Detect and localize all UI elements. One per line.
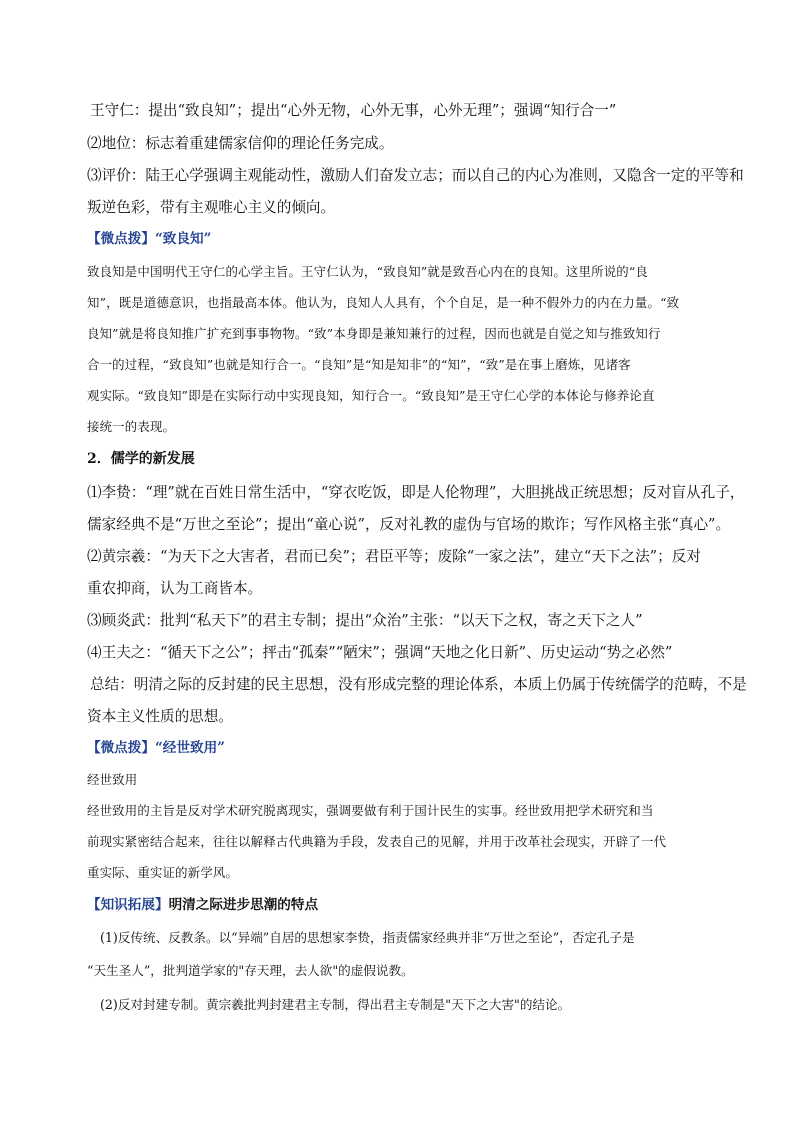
text-line: 经世致用的主旨是反对学术研究脱离现实，强调要做有利于国计民生的实事。经世致用把学术研究和当 [87,803,654,818]
text-line: ⑵地位：标志着重建儒家信仰的理论任务完成。 [87,135,394,152]
text-line: 知”，既是道德意识，也指最高本体。他认为，良知人人具有，个个自足，是一种不假外力的内在力量。“致 [87,295,680,310]
text-line: 2．儒学的新发展 [87,451,195,467]
text-line: 良知”就是将良知推广扩充到事事物物。“致”本身即是兼知兼行的过程，因而也就是自觉之知与推致知行 [87,326,661,341]
heading-title: 明清之际进步思潮的特点 [168,897,319,913]
text-line: 叛逆色彩，带有主观唯心主义的倾向。 [87,199,336,216]
text-line: 儒家经典不是“万世之至论”；提出“童心说”，反对礼教的虚伪与官场的欺诈；写作风格主张“真心”。 [87,516,731,533]
text-line: 重农抑商，认为工商皆本。 [87,580,263,597]
heading-tag: 【微点拨】 [87,740,155,756]
text-line: 总结：明清之际的反封建的民主思想，没有形成完整的理论体系，本质上仍属于传统儒学的范畴，不是 [90,676,747,693]
text-line: 重实际、重实证的新学风。 [87,865,239,880]
section-heading [87,897,318,915]
text-line: (1)反传统、反教条。以“异端”自居的思想家李贽，指责儒家经典并非“万世之至论”，否定孔子是 [100,930,635,945]
heading-title: “致良知” [154,231,212,247]
text-line: 合一的过程，“致良知”也就是知行合一。“良知”是“知是知非”的“知”，“致”是在事上磨炼，见诸客 [87,357,631,372]
text-line: 前现实紧密结合起来，往往以解释古代典籍为手段，发表自己的见解，并用于改革社会现实，开辟了一代 [87,834,667,849]
text-line: ⑷王夫之：“循天下之公”；抨击“孤秦”“陋宋”；强调“天地之化日新”、历史运动“势之必然” [87,644,673,661]
section-heading [87,231,211,249]
section-heading [87,740,225,758]
text-line: 致良知是中国明代王守仁的心学主旨。王守仁认为，“致良知”就是致吾心内在的良知。这里所说的“良 [87,264,648,279]
text-line: 经世致用 [87,772,138,787]
heading-tag: 【知识拓展】 [87,897,169,913]
text-line: ⑵黄宗羲：“为天下之大害者，君而已矣”；君臣平等；废除“一家之法”，建立“天下之法”；反对 [87,548,701,565]
text-line: “天生圣人”，批判道学家的"存天理，去人欲"的虚假说教。 [87,963,414,978]
text-line: (2)反对封建专制。黄宗羲批判封建君主专制，得出君主专制是"天下之大害"的结论。 [100,997,571,1012]
text-line: 观实际。“致良知”即是在实际行动中实现良知，知行合一。“致良知”是王守仁心学的本体论与修养论直 [87,388,655,403]
text-line: ⑶顾炎武：批判“私天下”的君主专制；提出“众治”主张：“以天下之权，寄之天下之人” [87,612,643,629]
text-line: 接统一的表现。 [87,419,176,434]
text-line: ⑴李贽：“理”就在百姓日常生活中，“穿衣吃饭，即是人伦物理”，大胆挑战正统思想；反对盲从孔子， [87,484,745,501]
text-line: ⑶评价：陆王心学强调主观能动性，激励人们奋发立志；而以自己的内心为准则，又隐含一定的平等和 [87,167,744,184]
heading-tag: 【微点拨】 [87,231,155,247]
text-line: 王守仁：提出“致良知”；提出“心外无物，心外无事，心外无理”；强调“知行合一” [90,102,617,119]
text-line: 资本主义性质的思想。 [87,708,233,725]
heading-title: “经世致用” [154,740,225,756]
